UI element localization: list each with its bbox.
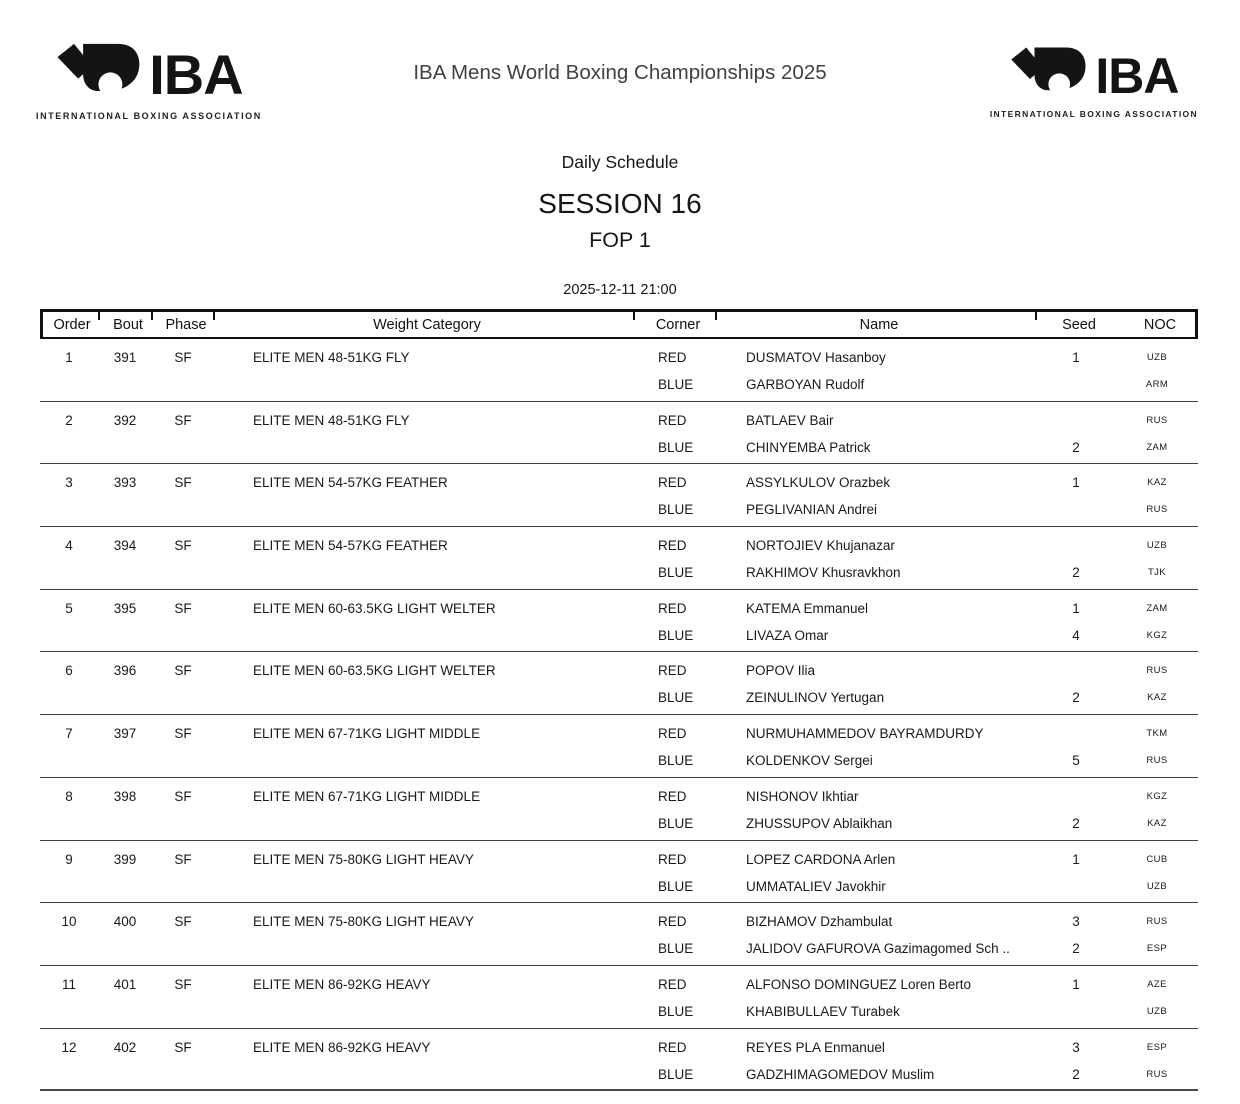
bout-number-cell: 397 xyxy=(113,726,137,742)
red-boxer-name: BATLAEV Bair xyxy=(746,412,834,428)
red-boxer-name: NURMUHAMMEDOV BAYRAMDURDY xyxy=(746,726,984,742)
column-header-weight-category: Weight Category xyxy=(373,316,481,333)
corner-label-red: RED xyxy=(658,600,687,616)
red-boxer-name: POPOV Ilia xyxy=(746,663,816,679)
phase-cell: SF xyxy=(174,851,192,867)
corner-label-blue: BLUE xyxy=(658,941,694,957)
corner-label-blue: BLUE xyxy=(658,627,694,643)
order-cell: 3 xyxy=(65,475,73,491)
blue-boxer-name: GARBOYAN Rudolf xyxy=(746,377,865,392)
blue-boxer-name: JALIDOV GAFUROVA Gazimagomed Sch .. xyxy=(746,941,1010,957)
blue-seed: 2 xyxy=(1072,439,1080,455)
blue-noc: TJK xyxy=(1147,567,1167,579)
corner-label-blue: BLUE xyxy=(658,878,694,894)
corner-label-red: RED xyxy=(658,914,687,930)
blue-boxer-name: CHINYEMBA Patrick xyxy=(746,439,871,455)
blue-seed: 2 xyxy=(1072,565,1080,581)
corner-label-blue: BLUE xyxy=(658,502,694,518)
header-column-tick xyxy=(715,312,717,320)
phase-cell: SF xyxy=(174,412,192,428)
blue-noc: KGZ xyxy=(1146,629,1168,641)
order-cell: 9 xyxy=(65,851,73,867)
red-seed: 1 xyxy=(1072,600,1080,616)
blue-noc: KAZ xyxy=(1147,817,1167,829)
session-title: SESSION 16 xyxy=(538,188,702,219)
order-cell: 5 xyxy=(65,600,73,616)
red-boxer-name: NISHONOV Ikhtiar xyxy=(746,788,859,804)
bout-row xyxy=(40,1029,1198,1092)
blue-noc: ARM xyxy=(1145,379,1169,390)
order-cell: 8 xyxy=(65,788,73,804)
weight-category-cell: ELITE MEN 86-92KG HEAVY xyxy=(253,1039,431,1055)
corner-label-blue: BLUE xyxy=(658,377,694,392)
blue-seed: 4 xyxy=(1072,627,1080,643)
blue-seed: 2 xyxy=(1072,815,1080,831)
column-header-order: Order xyxy=(53,316,91,333)
bout-number-cell: 395 xyxy=(113,600,137,616)
bout-row xyxy=(40,527,1198,590)
corner-label-blue: BLUE xyxy=(658,439,694,455)
red-seed: 3 xyxy=(1072,914,1080,930)
red-noc: RUS xyxy=(1146,916,1168,928)
bout-row xyxy=(40,464,1198,527)
bout-number-cell: 393 xyxy=(113,475,137,491)
phase-cell: SF xyxy=(174,600,192,616)
iba-logo-subtext: INTERNATIONAL BOXING ASSOCIATION xyxy=(989,109,1198,119)
order-cell: 6 xyxy=(65,663,73,679)
corner-label-red: RED xyxy=(658,412,687,428)
weight-category-cell: ELITE MEN 54-57KG FEATHER xyxy=(253,475,448,491)
red-noc: ZAM xyxy=(1146,602,1168,614)
red-seed: 1 xyxy=(1072,350,1080,365)
phase-cell: SF xyxy=(174,538,192,554)
bout-number-cell: 394 xyxy=(113,538,137,554)
order-cell: 10 xyxy=(61,914,77,930)
column-header-corner: Corner xyxy=(655,316,701,333)
red-noc: RUS xyxy=(1146,665,1168,677)
blue-boxer-name: UMMATALIEV Javokhir xyxy=(746,878,886,894)
red-noc: UZB xyxy=(1146,540,1168,552)
session-datetime: 2025-12-11 21:00 xyxy=(563,282,677,298)
blue-boxer-name: ZEINULINOV Yertugan xyxy=(746,690,885,706)
order-cell: 4 xyxy=(65,538,73,554)
weight-category-cell: ELITE MEN 67-71KG LIGHT MIDDLE xyxy=(253,788,481,804)
weight-category-cell: ELITE MEN 86-92KG HEAVY xyxy=(253,976,431,992)
red-seed: 1 xyxy=(1072,976,1080,992)
weight-category-cell: ELITE MEN 75-80KG LIGHT HEAVY xyxy=(253,914,474,930)
bout-number-cell: 396 xyxy=(113,663,137,679)
corner-label-blue: BLUE xyxy=(658,1066,694,1082)
header-column-tick xyxy=(98,312,100,320)
blue-noc: RUS xyxy=(1146,755,1168,767)
blue-boxer-name: RAKHIMOV Khusravkhon xyxy=(746,565,901,581)
schedule-table xyxy=(40,309,1198,1091)
weight-category-cell: ELITE MEN 60-63.5KG LIGHT WELTER xyxy=(253,600,496,616)
weight-category-cell: ELITE MEN 48-51KG FLY xyxy=(253,412,410,428)
column-header-name: Name xyxy=(859,316,899,333)
bout-row xyxy=(40,652,1198,715)
daily-schedule-label: Daily Schedule xyxy=(561,152,679,172)
corner-label-red: RED xyxy=(658,726,687,742)
red-boxer-name: ASSYLKULOV Orazbek xyxy=(746,475,891,491)
table-body xyxy=(40,339,1198,1091)
red-noc: ESP xyxy=(1146,1041,1168,1053)
weight-category-cell: ELITE MEN 60-63.5KG LIGHT WELTER xyxy=(253,663,496,679)
corner-label-red: RED xyxy=(658,788,687,804)
red-noc: AZE xyxy=(1147,978,1167,990)
blue-seed: 5 xyxy=(1072,753,1080,769)
weight-category-cell: ELITE MEN 48-51KG FLY xyxy=(253,350,410,365)
phase-cell: SF xyxy=(174,350,192,365)
corner-label-blue: BLUE xyxy=(658,753,694,769)
blue-seed: 2 xyxy=(1072,690,1080,706)
red-seed: 1 xyxy=(1072,475,1080,491)
bout-row xyxy=(40,339,1198,402)
blue-seed: 2 xyxy=(1072,1066,1080,1082)
iba-logo-right xyxy=(990,46,1198,119)
iba-logo-text: IBA xyxy=(149,42,243,106)
blue-noc: ESP xyxy=(1146,943,1168,955)
iba-logo-subtext: INTERNATIONAL BOXING ASSOCIATION xyxy=(36,111,262,121)
order-cell: 1 xyxy=(65,350,73,365)
header-column-tick xyxy=(633,312,635,320)
phase-cell: SF xyxy=(174,976,192,992)
corner-label-blue: BLUE xyxy=(658,815,694,831)
column-header-seed: Seed xyxy=(1062,316,1096,333)
bout-number-cell: 400 xyxy=(113,914,137,930)
red-noc: KAZ xyxy=(1147,477,1167,489)
bout-row xyxy=(40,715,1198,778)
blue-noc: ZAM xyxy=(1146,441,1168,453)
blue-noc: UZB xyxy=(1146,880,1168,892)
corner-label-red: RED xyxy=(658,538,687,554)
phase-cell: SF xyxy=(174,914,192,930)
iba-logo-mark xyxy=(1009,46,1178,105)
iba-logo-text: IBA xyxy=(1095,47,1179,104)
corner-label-blue: BLUE xyxy=(658,565,694,581)
corner-label-red: RED xyxy=(658,1039,687,1055)
blue-boxer-name: KOLDENKOV Sergei xyxy=(746,753,873,769)
corner-label-red: RED xyxy=(658,350,687,365)
blue-noc: KAZ xyxy=(1147,692,1167,704)
bout-row xyxy=(40,590,1198,653)
table-header xyxy=(40,309,1198,339)
corner-label-red: RED xyxy=(658,976,687,992)
blue-boxer-name: LIVAZA Omar xyxy=(746,627,829,643)
red-noc: RUS xyxy=(1146,414,1168,426)
blue-boxer-name: KHABIBULLAEV Turabek xyxy=(746,1003,900,1019)
corner-label-red: RED xyxy=(658,851,687,867)
bout-row xyxy=(40,841,1198,904)
boxing-glove-icon xyxy=(1009,46,1087,105)
page-title: IBA Mens World Boxing Championships 2025 xyxy=(413,61,827,84)
order-cell: 11 xyxy=(61,976,76,992)
red-boxer-name: NORTOJIEV Khujanazar xyxy=(746,538,895,554)
column-header-phase: Phase xyxy=(165,316,207,333)
phase-cell: SF xyxy=(174,788,192,804)
bout-number-cell: 402 xyxy=(113,1039,137,1055)
blue-boxer-name: GADZHIMAGOMEDOV Muslim xyxy=(746,1066,935,1082)
phase-cell: SF xyxy=(174,475,192,491)
order-cell: 12 xyxy=(61,1039,77,1055)
red-boxer-name: REYES PLA Enmanuel xyxy=(746,1039,885,1055)
corner-label-blue: BLUE xyxy=(658,690,694,706)
red-boxer-name: KATEMA Emmanuel xyxy=(746,600,869,616)
red-noc: UZB xyxy=(1146,352,1168,363)
weight-category-cell: ELITE MEN 54-57KG FEATHER xyxy=(253,538,448,554)
red-boxer-name: BIZHAMOV Dzhambulat xyxy=(746,914,893,930)
red-boxer-name: LOPEZ CARDONA Arlen xyxy=(746,851,896,867)
red-boxer-name: DUSMATOV Hasanboy xyxy=(746,350,886,365)
header-column-tick xyxy=(1035,312,1037,320)
bout-row xyxy=(40,778,1198,841)
red-boxer-name: ALFONSO DOMINGUEZ Loren Berto xyxy=(746,976,972,992)
red-noc: KGZ xyxy=(1146,790,1168,802)
bout-row xyxy=(40,402,1198,465)
red-noc: CUB xyxy=(1146,853,1168,865)
fop-label: FOP 1 xyxy=(589,228,651,252)
bout-number-cell: 392 xyxy=(113,412,137,428)
weight-category-cell: ELITE MEN 75-80KG LIGHT HEAVY xyxy=(253,851,474,867)
column-header-bout: Bout xyxy=(113,316,143,333)
corner-label-red: RED xyxy=(658,663,687,679)
bout-number-cell: 391 xyxy=(113,350,137,365)
corner-label-red: RED xyxy=(658,475,687,491)
red-seed: 1 xyxy=(1072,851,1080,867)
header-column-tick xyxy=(213,312,215,320)
phase-cell: SF xyxy=(174,726,192,742)
corner-label-blue: BLUE xyxy=(658,1003,694,1019)
order-cell: 2 xyxy=(65,412,73,428)
blue-boxer-name: ZHUSSUPOV Ablaikhan xyxy=(746,815,893,831)
column-header-noc: NOC xyxy=(1143,316,1177,333)
phase-cell: SF xyxy=(174,663,192,679)
blue-boxer-name: PEGLIVANIAN Andrei xyxy=(746,502,878,518)
bout-row xyxy=(40,966,1198,1029)
blue-noc: RUS xyxy=(1146,504,1168,516)
bout-number-cell: 398 xyxy=(113,788,137,804)
header-column-tick xyxy=(151,312,153,320)
phase-cell: SF xyxy=(174,1039,192,1055)
red-seed: 3 xyxy=(1072,1039,1080,1055)
blue-noc: UZB xyxy=(1146,1005,1168,1017)
blue-noc: RUS xyxy=(1146,1068,1168,1080)
red-noc: TKM xyxy=(1146,728,1168,740)
blue-seed: 2 xyxy=(1072,941,1080,957)
bout-row xyxy=(40,903,1198,966)
weight-category-cell: ELITE MEN 67-71KG LIGHT MIDDLE xyxy=(253,726,481,742)
order-cell: 7 xyxy=(65,726,73,742)
bout-number-cell: 399 xyxy=(113,851,137,867)
bout-number-cell: 401 xyxy=(113,976,137,992)
